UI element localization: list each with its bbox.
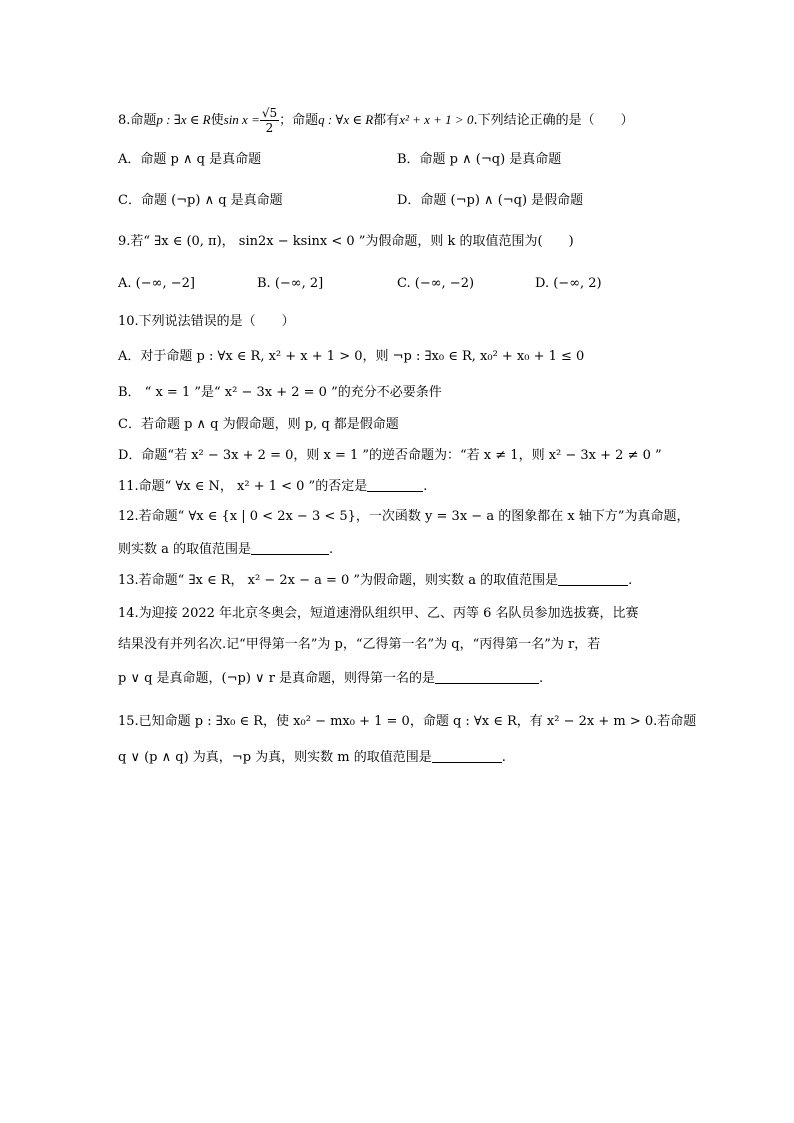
q15-answer-blank[interactable] <box>432 749 502 763</box>
q13-answer-blank[interactable] <box>558 572 628 586</box>
q9-option-b: B. (−∞, 2] <box>257 276 324 291</box>
q12-line2 <box>118 541 333 559</box>
q8-option-a: A．命题 p ∧ q 是真命题 <box>118 152 262 167</box>
q8-ineq: x² + x + 1 > 0 <box>399 112 474 127</box>
q8-fraction <box>260 106 279 135</box>
q15-line1: 15.已知命题 p : ∃x₀ ∈ R，使 x₀² − mx₀ + 1 = 0，命题 q : ∀x ∈ R，有 x² − 2x + m > 0.若命题 <box>118 714 697 729</box>
q9-option-a: A. (−∞, −2] <box>118 276 195 291</box>
q8-use: 使 <box>210 113 224 128</box>
q14-line2: 结果没有并列名次.记“甲得第一名”为 p，“乙得第一名”为 q，“丙得第一名”为 r，若 <box>118 637 601 652</box>
q12-answer-blank[interactable] <box>251 541 329 555</box>
q8-tail: .下列结论正确的是（ ） <box>473 113 634 128</box>
q8-option-c: C．命题 (¬p) ∧ q 是真命题 <box>118 193 283 208</box>
q11-end: . <box>423 479 428 494</box>
q9-stem: 9.若“ ∃x ∈ (0, π)， sin2x − ksinx < 0 ”为假命题，则 k 的取值范围为( ) <box>118 234 574 249</box>
q11-text: 11.命题“ ∀x ∈ N， x² + 1 < 0 ”的否定是 <box>118 479 368 494</box>
q14-line1: 14.为迎接 2022 年北京冬奥会，短道速滑队组织甲、乙、丙等 6 名队员参加选拔赛，比赛 <box>118 606 639 621</box>
q12-line1: 12.若命题“ ∀x ∈ {x | 0 < 2x − 3 < 5}，一次函数 y = 3x − a 的图象都在 x 轴下方”为真命题， <box>118 509 690 524</box>
q10-option-b: B． “ x = 1 ”是“ x² − 3x + 2 = 0 ”的充分不必要条件 <box>118 385 442 400</box>
q14-text: p ∨ q 是真命题，(¬p) ∨ r 是真命题，则得第一名的是 <box>118 671 436 686</box>
q9-option-d: D. (−∞, 2) <box>535 276 602 291</box>
q14-answer-blank[interactable] <box>435 670 539 684</box>
q10-option-d: D．命题“若 x² − 3x + 2 = 0，则 x = 1 ”的逆否命题为：“若 x ≠ 1，则 x² − 3x + 2 ≠ 0 ” <box>118 448 662 463</box>
q12-text: 则实数 a 的取值范围是 <box>118 542 252 557</box>
q10-option-c: C．若命题 p ∧ q 为假命题，则 p, q 都是假命题 <box>118 417 399 432</box>
q10-stem: 10.下列说法错误的是（ ） <box>118 314 295 329</box>
q8-option-d: D．命题 (¬p) ∧ (¬q) 是假命题 <box>397 193 584 208</box>
q13-text: 13.若命题“ ∃x ∈ R， x² − 2x − a = 0 ”为假命题，则实数 a 的取值范围是 <box>118 573 559 588</box>
q8-all: 都有 <box>373 113 400 128</box>
q10-option-a: A．对于命题 p : ∀x ∈ R, x² + x + 1 > 0，则 ¬p : ∃x₀ ∈ R, x₀² + x₀ + 1 ≤ 0 <box>118 349 585 364</box>
q12-end: . <box>329 542 334 557</box>
q15-text: q ∨ (p ∧ q) 为真，¬p 为真，则实数 m 的取值范围是 <box>118 750 432 765</box>
q15-line2 <box>118 749 506 767</box>
q11-stem <box>118 478 427 496</box>
q8-stem-prefix: 8.命题 <box>118 113 157 128</box>
q14-line3 <box>118 670 543 688</box>
q8-option-b: B．命题 p ∧ (¬q) 是真命题 <box>397 152 562 167</box>
q14-end: . <box>539 671 544 686</box>
q8-q-def: q : ∀x ∈ R <box>318 112 374 127</box>
q8-p-def: p : ∃x ∈ R <box>156 112 211 127</box>
q8-frac-num: √5 <box>261 106 278 120</box>
q15-end: . <box>501 750 506 765</box>
q13-stem <box>118 572 632 590</box>
q8-stem <box>118 106 634 135</box>
q8-frac-den: 2 <box>265 121 274 135</box>
q8-sin-lhs: sin x = <box>223 112 260 127</box>
q8-semi: ；命题 <box>279 113 319 128</box>
q11-answer-blank[interactable] <box>367 478 423 492</box>
q9-option-c: C. (−∞, −2) <box>397 276 475 291</box>
q13-end: . <box>628 573 633 588</box>
